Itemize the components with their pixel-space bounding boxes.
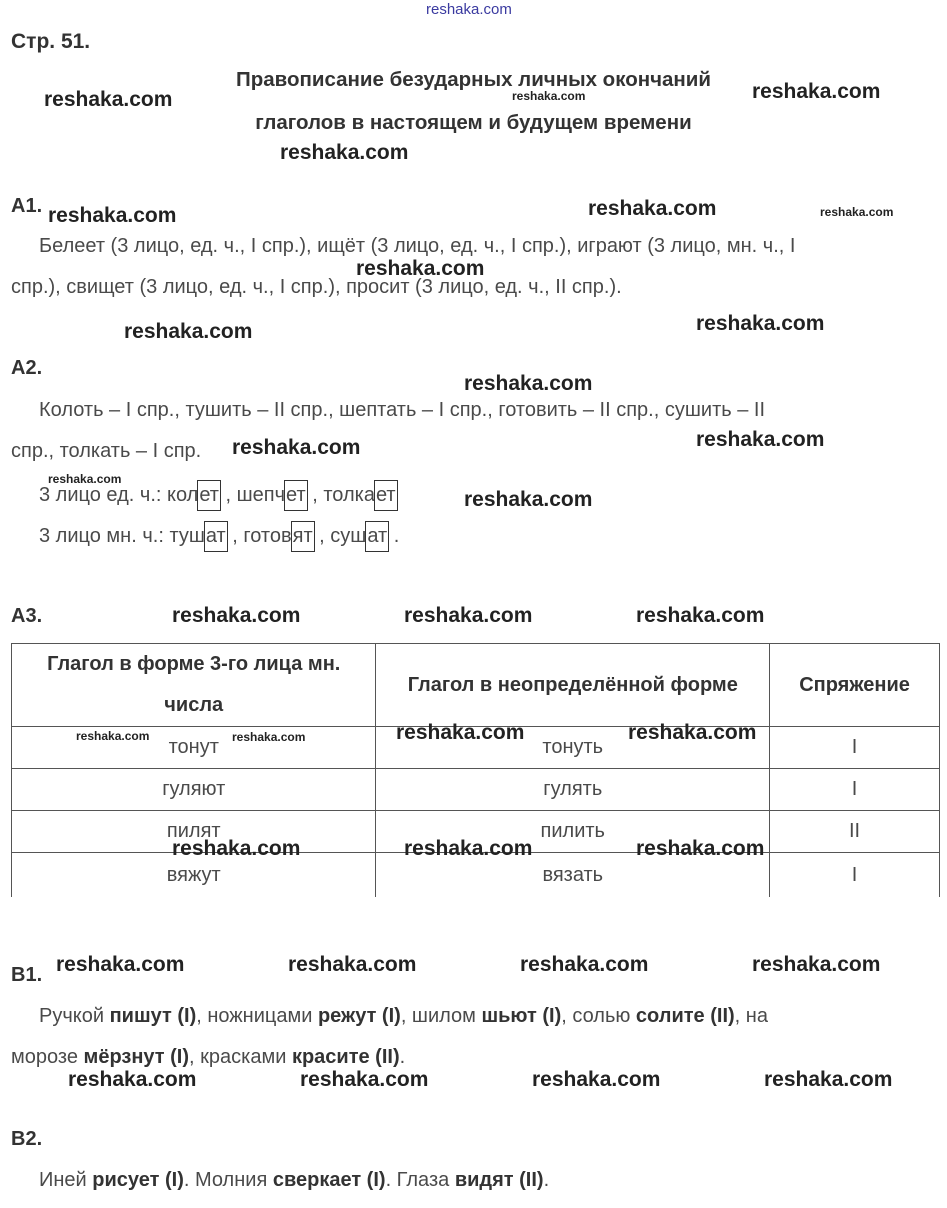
a2-text-line-1: Колоть – I спр., тушить – II спр., шептать – I спр., готовить – II спр., сушить – II xyxy=(39,399,765,421)
text-fragment: Иней xyxy=(39,1169,93,1191)
watermark: reshaka.com xyxy=(426,1,512,18)
watermark: reshaka.com xyxy=(396,721,525,744)
separator: , xyxy=(313,525,331,547)
table-cell: I xyxy=(770,727,940,769)
watermark: reshaka.com xyxy=(404,837,533,860)
watermark: reshaka.com xyxy=(404,604,533,627)
watermark: reshaka.com xyxy=(56,953,185,976)
table-cell: гулять xyxy=(376,769,770,811)
watermark: reshaka.com xyxy=(636,604,765,627)
watermark: reshaka.com xyxy=(68,1068,197,1091)
watermark: reshaka.com xyxy=(48,472,122,486)
verb-answer: солите (II) xyxy=(635,1005,735,1027)
verb-stem: шепч xyxy=(236,484,286,506)
b1-text-line-2 xyxy=(11,1046,405,1069)
watermark: reshaka.com xyxy=(820,205,894,219)
separator: , xyxy=(226,525,244,547)
watermark: reshaka.com xyxy=(356,257,485,280)
text-fragment: . xyxy=(543,1169,550,1191)
table-cell: вяжут xyxy=(12,853,376,898)
watermark: reshaka.com xyxy=(288,953,417,976)
column-header: Глагол в неопределённой форме xyxy=(376,644,770,727)
table-cell: гуляют xyxy=(12,769,376,811)
verb-stem: кол xyxy=(167,484,199,506)
watermark: reshaka.com xyxy=(696,312,825,335)
verb-answer: шьют (I) xyxy=(481,1005,562,1027)
table-cell: вязать xyxy=(376,853,770,898)
text-fragment: , шилом xyxy=(400,1005,482,1027)
table-cell: I xyxy=(770,853,940,898)
column-header: Спряжение xyxy=(770,644,940,727)
table-cell: пилить xyxy=(376,811,770,853)
verb-stem: готов xyxy=(243,525,292,547)
text-fragment: морозе xyxy=(11,1046,84,1068)
ending-box: ат xyxy=(204,521,228,552)
watermark: reshaka.com xyxy=(696,428,825,451)
watermark: reshaka.com xyxy=(232,436,361,459)
watermark: reshaka.com xyxy=(48,204,177,227)
verb-answer: рисует (I) xyxy=(92,1169,184,1191)
text-fragment: , солью xyxy=(561,1005,636,1027)
watermark: reshaka.com xyxy=(464,372,593,395)
watermark: reshaka.com xyxy=(520,953,649,976)
a2-plural-forms xyxy=(39,520,399,552)
b1-text-line-1 xyxy=(39,1005,768,1028)
a2-text-line-2: спр., толкать – I спр. xyxy=(11,440,202,462)
table-cell: I xyxy=(770,769,940,811)
column-header: Глагол в форме 3-го лица мн. числа xyxy=(12,644,376,727)
watermark: reshaka.com xyxy=(280,141,409,164)
watermark: reshaka.com xyxy=(124,320,253,343)
page-title-line-2: глаголов в настоящем и будущем времени xyxy=(255,111,692,134)
text-fragment: . Молния xyxy=(183,1169,273,1191)
b2-text-line xyxy=(39,1169,549,1192)
section-a3-label: А3. xyxy=(11,605,43,627)
text-fragment: Ручкой xyxy=(39,1005,110,1027)
verb-answer: режут (I) xyxy=(317,1005,401,1027)
watermark: reshaka.com xyxy=(232,730,306,744)
table-cell: тонут xyxy=(12,727,376,769)
text-fragment: , ножницами xyxy=(196,1005,318,1027)
table-row xyxy=(12,769,940,811)
table-cell: тонуть xyxy=(376,727,770,769)
text-fragment: . xyxy=(399,1046,406,1068)
a2-plural-prefix: 3 лицо мн. ч.: xyxy=(39,525,170,547)
verb-answer: пишут (I) xyxy=(109,1005,197,1027)
table-header-row xyxy=(12,644,940,727)
table-cell: II xyxy=(770,811,940,853)
text-fragment: . Глаза xyxy=(385,1169,455,1191)
watermark: reshaka.com xyxy=(532,1068,661,1091)
watermark: reshaka.com xyxy=(76,729,150,743)
ending-box: ат xyxy=(365,521,389,552)
verb-answer: красите (II) xyxy=(291,1046,400,1068)
separator: , xyxy=(219,484,237,506)
section-b2-label: В2. xyxy=(11,1128,43,1150)
ending-box: ет xyxy=(284,480,308,511)
ending-box: ят xyxy=(291,521,315,552)
a2-singular-prefix: 3 лицо ед. ч.: xyxy=(39,484,167,506)
verb-answer: видят (II) xyxy=(454,1169,544,1191)
verb-stem: туш xyxy=(169,525,205,547)
watermark: reshaka.com xyxy=(172,604,301,627)
watermark: reshaka.com xyxy=(588,197,717,220)
watermark: reshaka.com xyxy=(512,89,586,103)
ending-box: ет xyxy=(197,480,221,511)
watermark: reshaka.com xyxy=(752,80,881,103)
watermark: reshaka.com xyxy=(628,721,757,744)
watermark: reshaka.com xyxy=(44,88,173,111)
text-fragment: , на xyxy=(734,1005,768,1027)
page-title-line-1: Правописание безударных личных окончаний xyxy=(235,68,711,91)
watermark: reshaka.com xyxy=(464,488,593,511)
section-b1-label: В1. xyxy=(11,964,43,986)
a1-text-line-2: спр.), свищет (3 лицо, ед. ч., I спр.), просит (3 лицо, ед. ч., II спр.). xyxy=(11,276,622,298)
watermark: reshaka.com xyxy=(764,1068,893,1091)
watermark: reshaka.com xyxy=(636,837,765,860)
separator: , xyxy=(306,484,324,506)
verb-stem: суш xyxy=(330,525,367,547)
a2-singular-forms xyxy=(39,479,397,511)
text-fragment: , красками xyxy=(189,1046,292,1068)
verb-stem: толка xyxy=(323,484,375,506)
watermark: reshaka.com xyxy=(752,953,881,976)
watermark: reshaka.com xyxy=(172,837,301,860)
a1-text-line-1: Белеет (3 лицо, ед. ч., I спр.), ищёт (3 лицо, ед. ч., I спр.), играют (3 лицо, мн. ч., I xyxy=(39,235,796,257)
watermark: reshaka.com xyxy=(300,1068,429,1091)
verb-answer: сверкает (I) xyxy=(272,1169,386,1191)
section-a2-label: А2. xyxy=(11,357,43,379)
page-number: Стр. 51. xyxy=(11,30,91,53)
table-cell: пилят xyxy=(12,811,376,853)
ending-box: ет xyxy=(374,480,398,511)
separator: . xyxy=(388,525,400,547)
verb-answer: мёрзнут (I) xyxy=(83,1046,190,1068)
section-a1-label: А1. xyxy=(11,195,43,217)
